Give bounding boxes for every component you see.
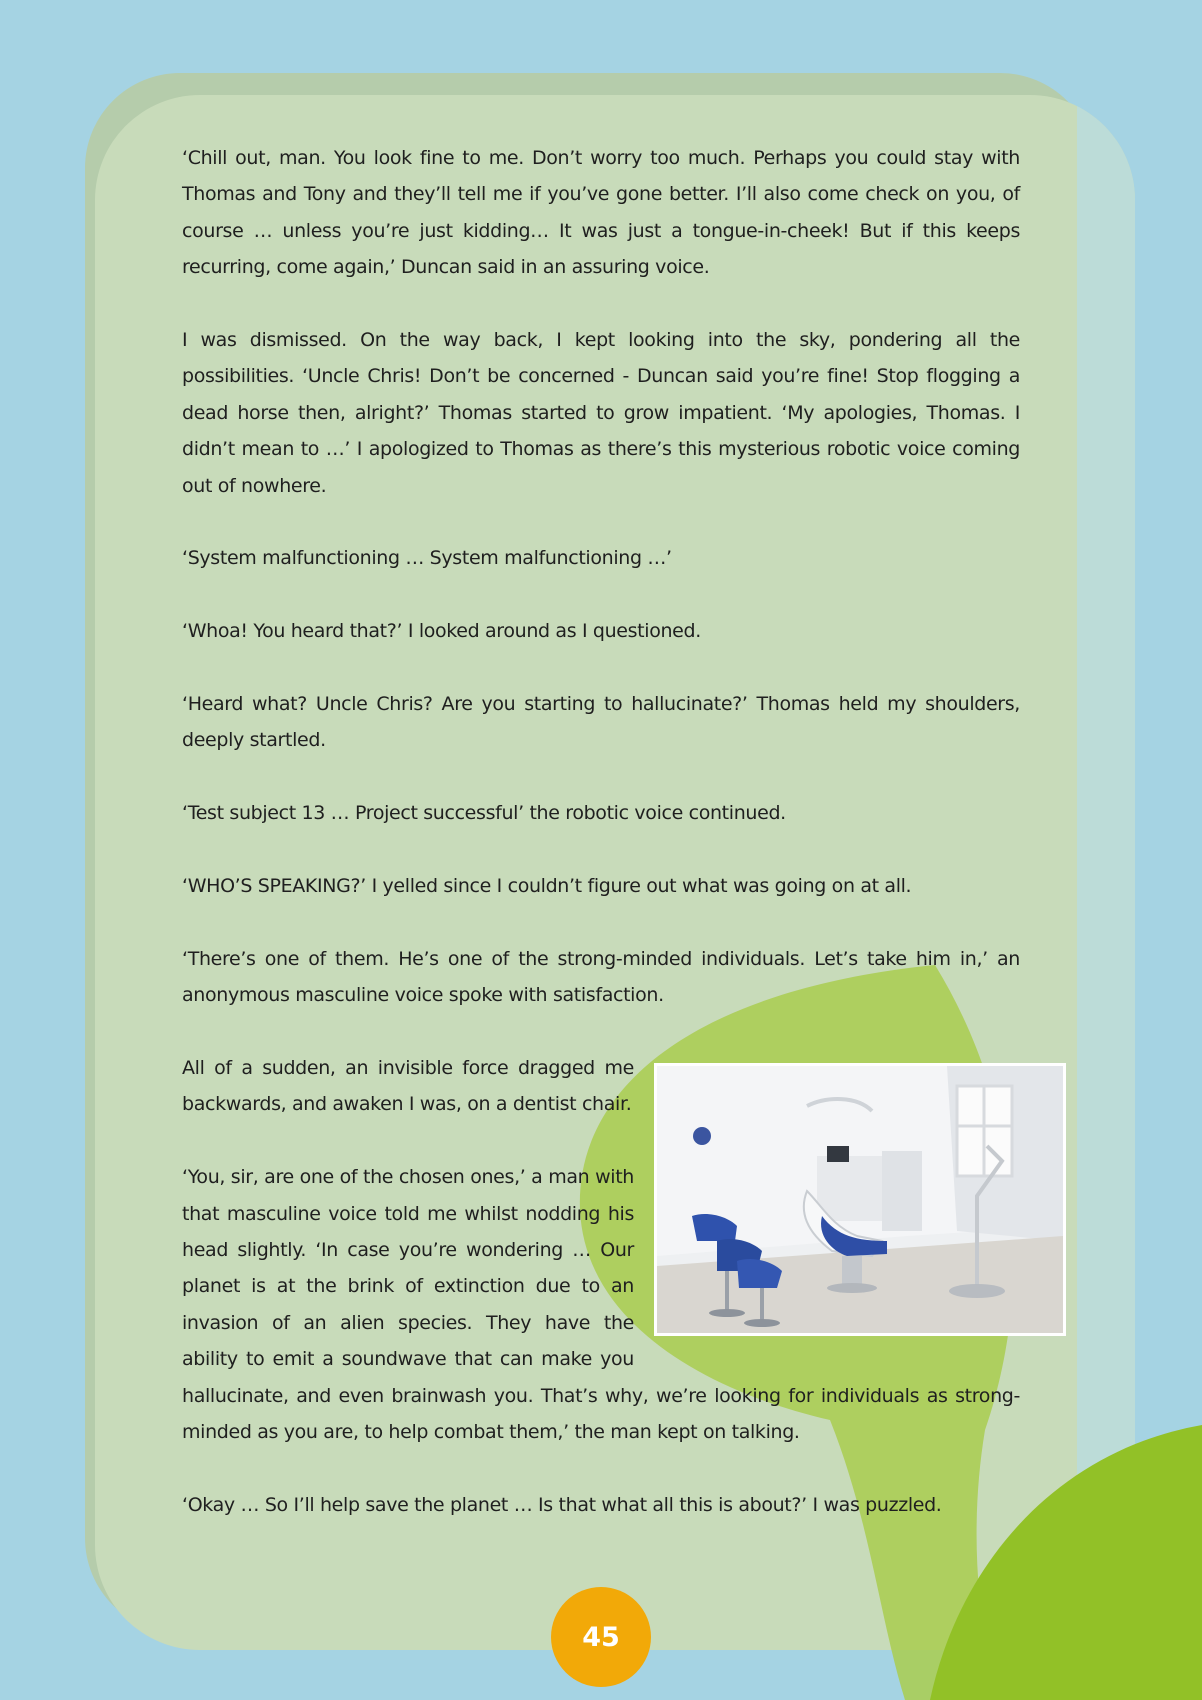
paragraph: I was dismissed. On the way back, I kept looking into the sky, pondering all the possibilities. ‘Uncle Chris! Don’t be concerned - Duncan said you’re fine! Stop flogging a dead horse then, alright?’ Thomas started to grow impatient. ‘My apologies, Thomas. I didn’t mean to …’ I apologized to Thomas as there’s this mysterious robotic voice coming out of nowhere. bbox=[182, 329, 1020, 497]
dental-room-image bbox=[657, 1066, 1063, 1333]
page-number: 45 bbox=[582, 1621, 620, 1653]
paragraph: ‘Heard what? Uncle Chris? Are you starting to hallucinate?’ Thomas held my shoulders, deeply startled. bbox=[182, 693, 1020, 752]
paragraph: ‘You, sir, are one of the chosen ones,’ a man with that masculine voice told me whilst nodding his head slightly. ‘In case you’re wondering … Our planet is at the brink of extinction due to an invasion of an alien species. They have the ability to emit a soundwave that can make you hallucinate, and even brainwash you. That’s why, we’re looking for individuals as strong-minded as you are, to help combat them,’ the man kept on talking. bbox=[182, 1166, 1020, 1444]
paragraph: ‘Chill out, man. You look fine to me. Don’t worry too much. Perhaps you could stay with Thomas and Tony and they’ll tell me if you’ve gone better. I’ll also come check on you, of course … unless you’re just kidding… It was just a tongue-in-cheek! But if this keeps recurring, come again,’ Duncan said in an assuring voice. bbox=[182, 147, 1020, 279]
paragraph: ‘Whoa! You heard that?’ I looked around as I questioned. bbox=[182, 620, 701, 643]
paragraph: ‘Okay … So I’ll help save the planet … Is that what all this is about?’ I was puzzled. bbox=[182, 1493, 942, 1516]
paragraph: ‘There’s one of them. He’s one of the strong-minded individuals. Let’s take him in,’ an anonymous masculine voice spoke with satisfaction. bbox=[182, 947, 1020, 1007]
paragraph: ‘System malfunctioning … System malfunctioning …’ bbox=[182, 547, 672, 570]
dental-clinic-photo bbox=[654, 1063, 1066, 1336]
page-number-badge bbox=[551, 1587, 651, 1687]
paragraph: ‘WHO’S SPEAKING?’ I yelled since I couldn’t figure out what was going on at all. bbox=[182, 875, 912, 898]
paragraph: ‘Test subject 13 … Project successful’ the robotic voice continued. bbox=[182, 802, 786, 825]
paragraph: All of a sudden, an invisible force dragged me backwards, and awaken I was, on a dentist chair. bbox=[182, 1057, 634, 1116]
story-text bbox=[182, 140, 1020, 1560]
